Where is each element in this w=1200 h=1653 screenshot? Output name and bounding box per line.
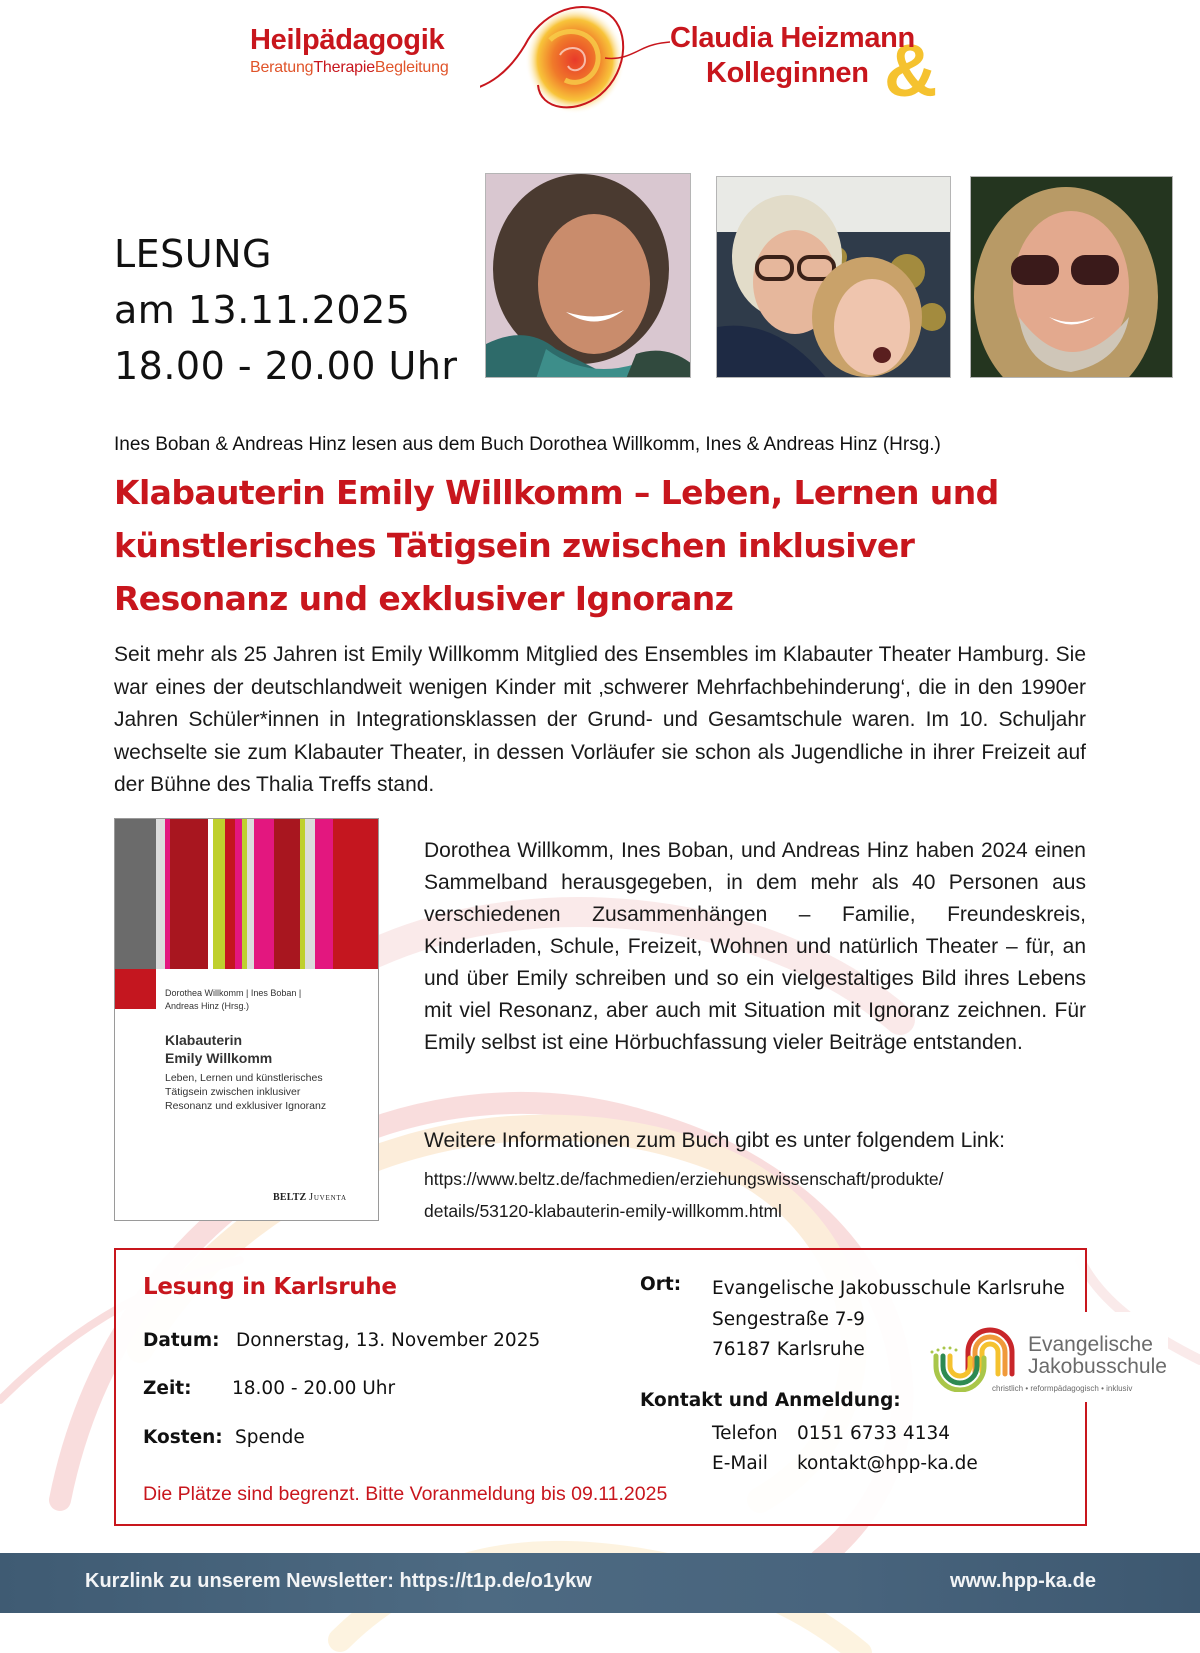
partner-name: Evangelische Jakobusschule (1028, 1333, 1167, 1378)
email-link[interactable]: kontakt@hpp-ka.de (797, 1453, 978, 1474)
kosten-label: Kosten: (143, 1427, 223, 1448)
zeit-row (143, 1378, 395, 1399)
book-cover-image (114, 818, 379, 1221)
swirl-logo-icon (480, 0, 670, 125)
intro-line: Ines Boban & Andreas Hinz lesen aus dem Buch Dorothea Willkomm, Ines & Andreas Hinz (Hrsg.) (114, 434, 941, 455)
ort-address: Evangelische Jakobusschule Karlsruhe Sengestraße 7-9 76187 Karlsruhe (712, 1278, 1065, 1360)
book-cover-red-block (115, 969, 156, 1009)
book-cover-stripe (213, 819, 225, 969)
book-cover-stripe (156, 819, 165, 969)
book-cover-title: Klabauterin Emily Willkomm (165, 1032, 273, 1066)
book-cover-authors: Dorothea Willkomm | Ines Boban | Andreas Hinz (Hrsg.) (165, 988, 302, 1011)
registration-note: Die Plätze sind begrenzt. Bitte Voranmeldung bis 09.11.2025 (143, 1483, 668, 1505)
brand-right-line2: Kolleginnen (706, 57, 869, 89)
telefon-value[interactable]: 0151 6733 4134 (797, 1423, 951, 1444)
newsletter-link[interactable]: Kurzlink zu unserem Newsletter: https://t1p.de/o1ykw (85, 1570, 592, 1592)
book-link-line[interactable]: https://www.beltz.de/fachmedien/erziehungswissenschaft/produkte/ (424, 1169, 944, 1189)
portrait-image-icon (486, 174, 691, 378)
footer-bar (0, 1553, 1200, 1613)
book-title-heading (114, 466, 1114, 625)
event-date: am 13.11.2025 (114, 288, 411, 332)
description-paragraph-1: Seit mehr als 25 Jahren ist Emily Willkomm Mitglied des Ensembles im Klabauter Theater Hamburg. Sie war eines der deutschlandweit wenigen Kinder mit ‚schwerer Mehrfachbehinderung‘, die in den 1990er Jahren Schüler*innen in Integrationsklassen der Grund- und Gesamtschule waren. Im 10. Schuljahr wechselte sie zum Klabauter Theater, in dessen Vorläufer sie schon als Jugendliche in ihrer Freizeit auf der Bühne des Thalia Treffs stand. (114, 643, 1086, 796)
event-type: LESUNG (114, 232, 272, 276)
email-row: E-Mail kontakt@hpp-ka.de (712, 1453, 978, 1474)
kontakt-label: Kontakt und Anmeldung: (640, 1390, 901, 1411)
book-cover-stripe (115, 819, 156, 969)
book-cover-stripe (254, 819, 274, 969)
book-cover-stripe (225, 819, 235, 969)
book-link[interactable] (424, 1163, 1094, 1227)
photo-dorothea-and-emily-willkomm (716, 176, 951, 378)
book-cover-stripe (247, 819, 254, 969)
info-box-title: Lesung in Karlsruhe (143, 1274, 397, 1300)
title-line: Klabauterin Emily Willkomm – Leben, Lernen und (114, 473, 999, 512)
book-link-line[interactable]: details/53120-klabauterin-emily-willkomm.html (424, 1201, 782, 1221)
brand-name: Heilpädagogik (250, 24, 445, 56)
book-cover-stripe (333, 819, 379, 969)
description-paragraph-2: Dorothea Willkomm, Ines Boban, und Andreas Hinz haben 2024 einen Sammelband herausgegeben, in dem mehr als 40 Personen aus verschiedenen Zusammenhängen – Familie, Freundeskreis, Kinderladen, Schule, Freizeit, Wohnen und natürlich Theater – für, an und über Emily schreiben und so ein vielgestaltiges Bild ihres Lebens mit viel Resonanz, aber auch mit Situation mit Ignoranz zeichnen. Für Emily selbst ist eine Hörbuchfassung vieler Beiträge entstanden. (424, 839, 1086, 1054)
website-link[interactable]: www.hpp-ka.de (950, 1570, 1096, 1592)
portrait-image-icon (971, 177, 1173, 378)
title-line: Resonanz und exklusiver Ignoranz (114, 579, 734, 618)
book-cover-stripe (274, 819, 300, 969)
ampersand-mark: & (884, 29, 938, 112)
datum-label: Datum: (143, 1330, 220, 1351)
portrait-image-icon (717, 177, 951, 378)
kosten-row (143, 1427, 305, 1448)
telefon-row: Telefon 0151 6733 4134 (712, 1423, 951, 1444)
logo-heilpaedagogik (250, 24, 449, 77)
brand-tagline: BeratungTherapieBegleitung (250, 59, 449, 76)
logo-claudia-heizmann (670, 22, 938, 112)
photo-andreas-hinz (970, 176, 1173, 378)
event-time: 18.00 - 20.00 Uhr (114, 344, 458, 388)
kosten-value: Spende (235, 1427, 305, 1448)
partner-tagline: christlich • reformpädagogisch • inklusiv (992, 1384, 1133, 1393)
logo-evangelische-jakobusschule (928, 1312, 1168, 1402)
title-line: künstlerisches Tätigsein zwischen inklusiver (114, 526, 915, 565)
photo-ines-boban (485, 173, 691, 378)
book-cover-stripe (235, 819, 242, 969)
kontakt-details (712, 1419, 978, 1479)
brand-right-line1: Claudia Heizmann (670, 22, 915, 54)
book-cover-stripe (315, 819, 333, 969)
ort-label: Ort: (640, 1274, 682, 1295)
book-cover-subtitle: Leben, Lernen und künstlerisches Tätigsein zwischen inklusiver Resonanz und exklusiver Ignoranz (165, 1072, 327, 1112)
book-cover-stripes (115, 819, 379, 969)
book-cover-stripe (305, 819, 315, 969)
zeit-value: 18.00 - 20.00 Uhr (232, 1378, 396, 1399)
more-info-text: Weitere Informationen zum Buch gibt es unter folgendem Link: (424, 1129, 1005, 1152)
datum-row (143, 1330, 540, 1351)
datum-value: Donnerstag, 13. November 2025 (236, 1330, 541, 1351)
event-heading (114, 226, 458, 394)
zeit-label: Zeit: (143, 1378, 192, 1399)
rainbow-logo-icon (928, 1322, 1028, 1392)
book-cover-publisher: BELTZ Juventa (273, 1192, 347, 1203)
book-cover-stripe (170, 819, 208, 969)
